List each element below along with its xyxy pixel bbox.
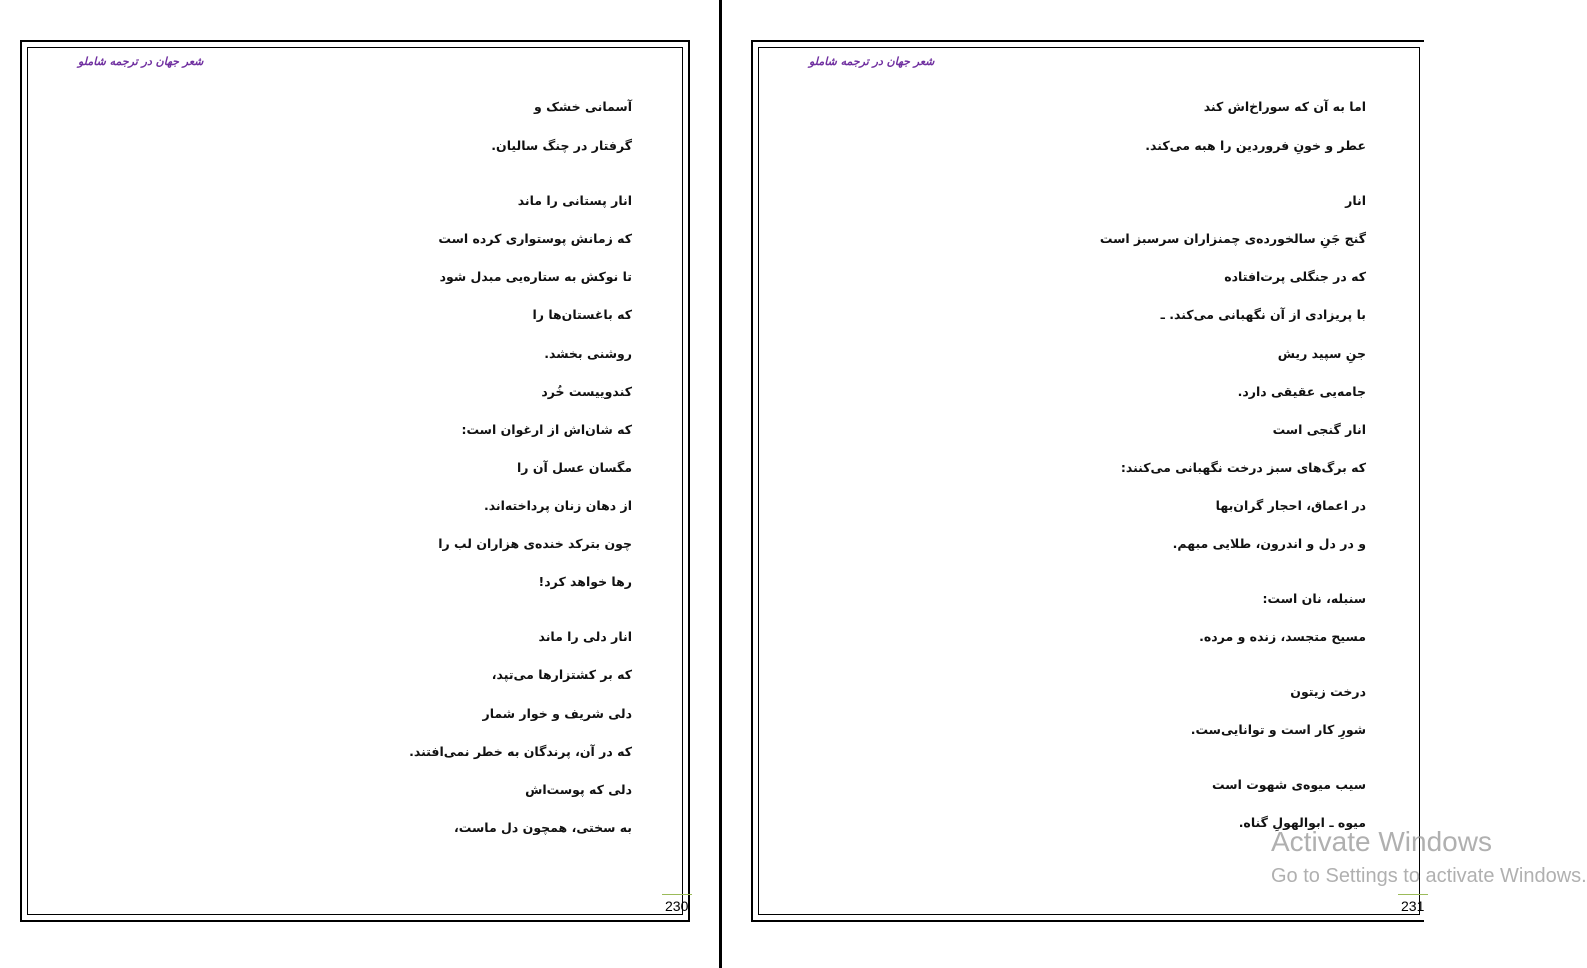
verse-line: سیب میوه‌ی شهوت است: [1212, 777, 1366, 792]
running-header: شعر جهان در ترجمه شاملو: [78, 55, 204, 68]
verse-line: چون بترکد خنده‌ی هزاران لب را: [438, 536, 632, 551]
activate-windows-watermark: [1271, 826, 1587, 890]
verse-line: که زمانش پوستواری کرده است: [438, 231, 632, 246]
verse-line: که بر کشتزارها می‌تپد،: [491, 667, 632, 682]
verse-line: به سختی، همچون دل ماست،: [453, 820, 632, 835]
verse-line: سنبله، نان است:: [1262, 591, 1366, 606]
verse-line: که در آن، پرندگان به خطر نمی‌افتند.: [409, 744, 632, 759]
verse-line: انار: [1345, 193, 1366, 208]
page-gutter-divider: [719, 0, 722, 968]
verse-line: آسمانی خشک و: [534, 99, 632, 114]
verse-line: اما به آن که سوراخ‌اش کند: [1203, 99, 1366, 114]
verse-line: با پریزادی از آن نگهبانی می‌کند. ـ: [1160, 307, 1366, 322]
verse-line: روشنی بخشد.: [544, 346, 632, 361]
watermark-subtitle: Go to Settings to activate Windows.: [1271, 865, 1587, 887]
verse-line: گنج جَنِ سالخورده‌ی چمنزاران سرسبز است: [1099, 231, 1366, 246]
verse-line: که در جنگلی پرت‌افتاده: [1224, 269, 1366, 284]
page-number: 230: [662, 894, 692, 916]
verse-line: عطر و خونِ فروردین را هبه می‌کند.: [1145, 138, 1366, 153]
verse-line: دلی که پوست‌اش: [525, 782, 632, 797]
verse-line: کندوییست خُرد: [541, 384, 632, 399]
verse-line: جامه‌یی عقیقی دارد.: [1237, 384, 1366, 399]
verse-line: انار گنجی است: [1272, 422, 1366, 437]
verse-line: که برگ‌های سبز درخت نگهبانی می‌کنند:: [1120, 460, 1366, 475]
verse-line: انار پستانی را ماند: [517, 193, 632, 208]
verse-line: دلی شریف و خوار شمار: [482, 706, 632, 721]
left-page: [20, 40, 690, 922]
verse-line: جنِ سپید ریش: [1277, 346, 1366, 361]
verse-line: انار دلی را ماند: [538, 629, 632, 644]
verse-line: که شان‌اش از ارغوان است:: [461, 422, 632, 437]
page-number: 231: [1398, 894, 1428, 916]
verse-line: در اعماق، احجار گران‌بها: [1215, 498, 1366, 513]
verse-line: مسیح متجسد، زنده و مرده.: [1199, 629, 1366, 644]
verse-line: که باغستان‌ها را: [532, 307, 632, 322]
verse-line: گرفتار در چنگ سالیان.: [491, 138, 632, 153]
verse-line: شورِ کار است و توانایی‌ست.: [1190, 722, 1366, 737]
running-header: شعر جهان در ترجمه شاملو: [809, 55, 935, 68]
watermark-title: Activate Windows: [1271, 826, 1492, 857]
verse-line: درخت زیتون: [1290, 684, 1366, 699]
verse-line: میوه ـ ابوالهولِ گناه.: [1238, 815, 1366, 830]
verse-line: از دهان زنان پرداخته‌اند.: [483, 498, 632, 513]
verse-line: تا نوکش به ستاره‌یی مبدل شود: [439, 269, 632, 284]
verse-line: و در دل و اندرون، طلایی مبهم.: [1172, 536, 1366, 551]
verse-line: رها خواهد کرد!: [538, 574, 632, 589]
verse-line: مگسان عسل آن را: [517, 460, 632, 475]
